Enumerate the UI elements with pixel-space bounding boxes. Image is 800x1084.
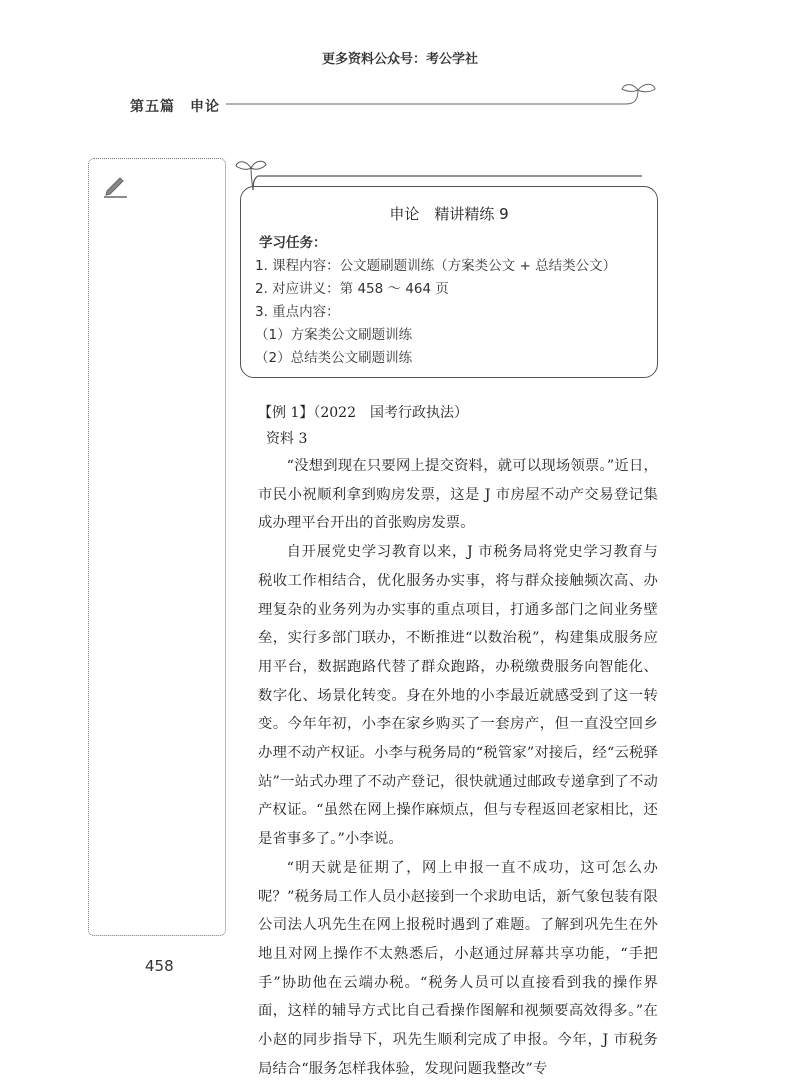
task-box-subhead: 学习任务：: [259, 235, 327, 251]
pencil-icon: [101, 173, 129, 199]
top-banner: 更多资料公众号：考公学社: [321, 52, 478, 67]
chapter-title: 第五篇 申论: [130, 99, 220, 115]
task-item-focus-1: （1）方案类公文刷题训练: [255, 327, 413, 343]
sprout-divider-icon: [226, 80, 666, 110]
task-list: [255, 255, 616, 370]
learning-task-box: [240, 186, 658, 378]
notes-side-panel: [88, 158, 226, 936]
material-label: 资料 3: [266, 431, 308, 447]
task-item-focus-2: （2）总结类公文刷题训练: [255, 350, 413, 366]
task-item-focus: 3. 重点内容：: [255, 304, 340, 320]
paragraph: “没想到现在只要网上提交资料，就可以现场领票。”近日，市民小祝顺利拿到购房发票，这是 J 市房屋不动产交易登记集成办理平台开出的首张购房发票。: [258, 458, 658, 532]
article-body: [258, 400, 658, 1083]
task-item-handout: 2. 对应讲义：第 458 ～ 464 页: [255, 281, 449, 297]
task-item-course: 1. 课程内容：公文题刷题训练（方案类公文 + 总结类公文）: [255, 258, 617, 274]
page-number: 458: [145, 957, 174, 975]
paragraph: “明天就是征期了，网上申报一直不成功，这可怎么办呢？”税务局工作人员小赵接到一个求助电话，新气象包装有限公司法人巩先生在网上报税时遇到了难题。了解到巩先生在外地且对网上操作不太熟悉后，小赵通过屏幕共享功能，“手把手”协助他在云端办税。“税务人员可以直接看到我的操作界面，这样的辅导方式比自己看操作图解和视频要高效得多。”在小赵的同步指导下，巩先生顺利完成了申报。今年，J 市税务局结合“服务怎样我体验，发现问题我整改”专: [258, 859, 658, 1077]
example-heading: 【例 1】（2022 国考行政执法）: [258, 405, 468, 421]
paragraph: 自开展党史学习教育以来，J 市税务局将党史学习教育与税收工作相结合，优化服务办实事，将与群众接触频次高、办理复杂的业务列为办实事的重点项目，打通多部门之间业务壁垒，实行多部门联办，不断推进“以数治税”，构建集成服务应用平台，数据跑路代替了群众跑路，办税缴费服务向智能化、数字化、场景化转变。身在外地的小李最近就感受到了这一转变。今年年初，小李在家乡购买了一套房产，但一直没空回乡办理不动产权证。小李与税务局的“税管家”对接后，经“云税驿站”一站式办理了不动产登记，很快就通过邮政专递拿到了不动产权证。“虽然在网上操作麻烦点，但与专程返回老家相比，还是省事多了。”小李说。: [258, 544, 658, 848]
task-box-title: 申论 精讲精练 9: [389, 205, 509, 223]
